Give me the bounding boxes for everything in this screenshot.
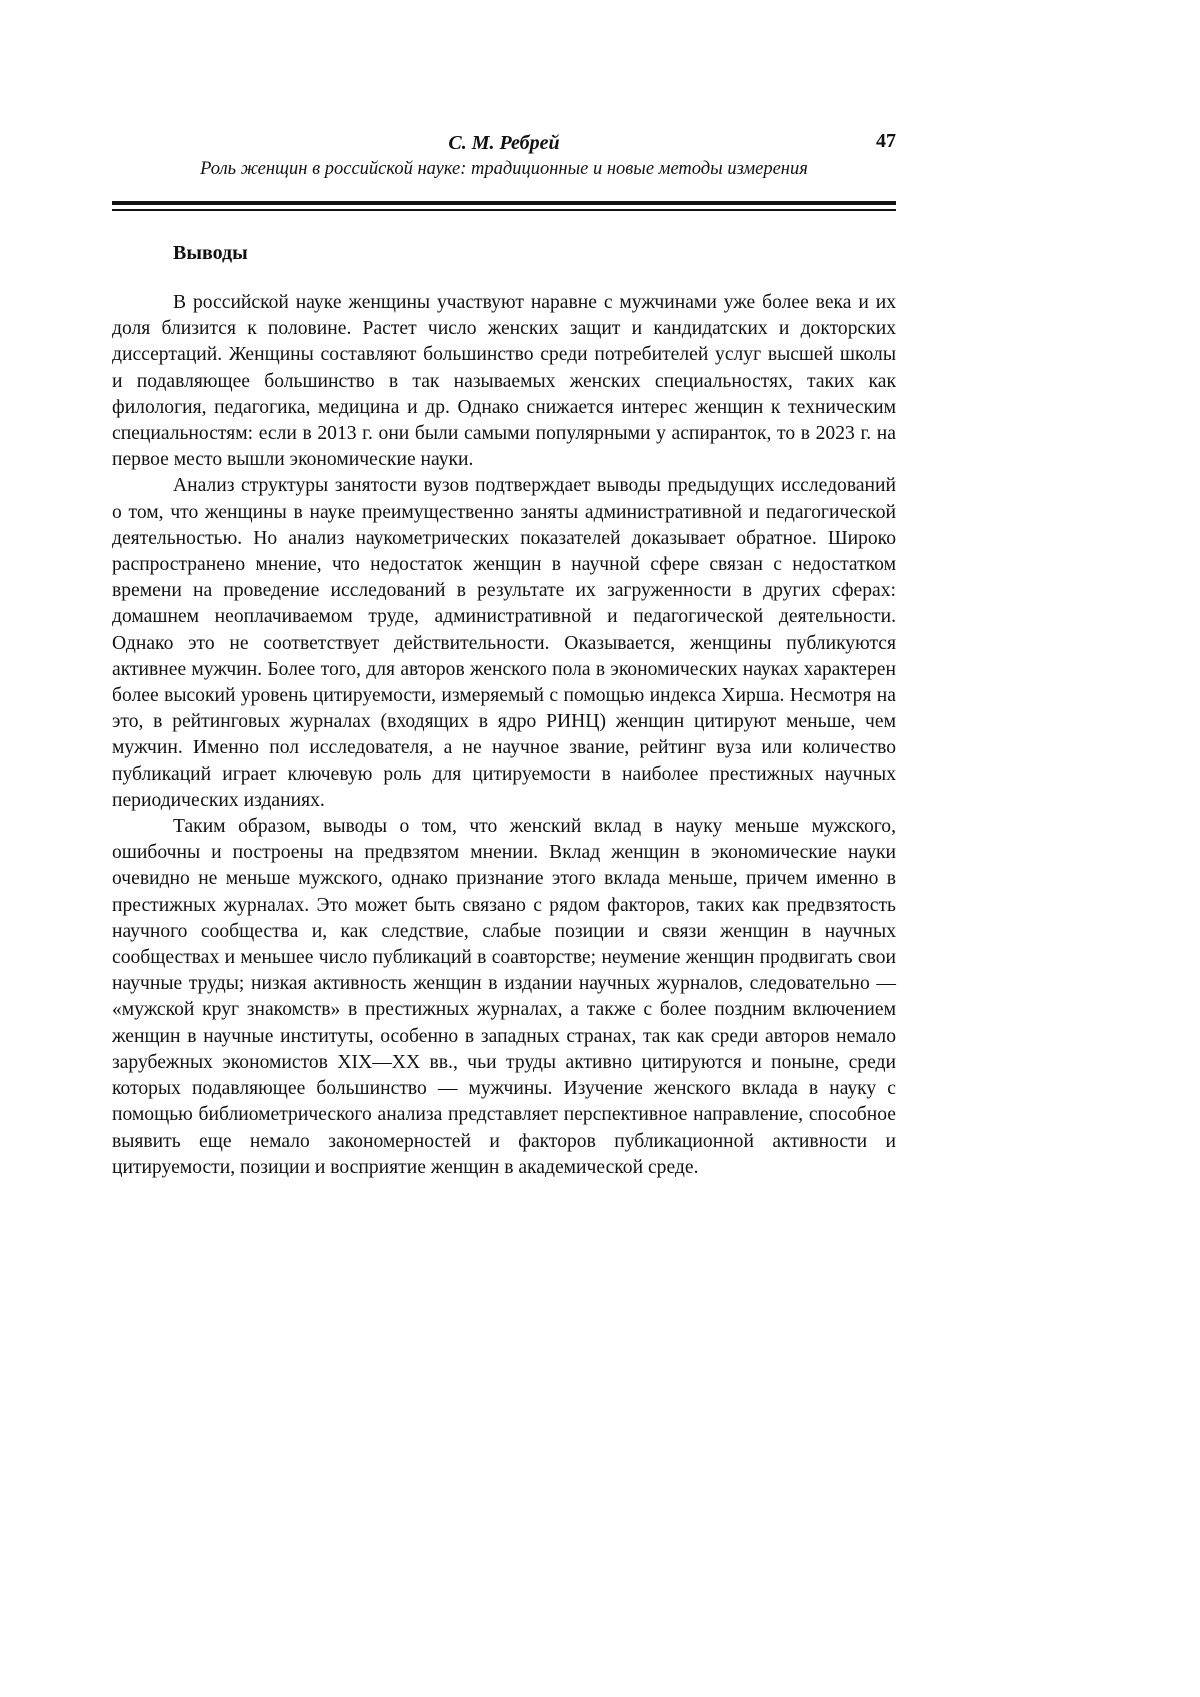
body-text (112, 290, 896, 1181)
running-head-author: С. М. Ребрей (448, 132, 560, 154)
header-rule-thin (112, 209, 896, 211)
paragraph-1: В российской науке женщины участвуют наравне с мужчинами уже более века и их доля близится к половине. Растет число женских защит и кандидатских и докторских диссертаций. Женщины составляют большинство среди потребителей услуг высшей школы и подавляющее большинство в так называемых женских специальностях, таких как филология, педагогика, медицина и др. Однако снижается интерес женщин к техническим специальностям: если в 2013 г. они были самыми популярными у аспиранток, то в 2023 г. на первое место вышли экономические науки. (112, 292, 896, 471)
running-head (112, 130, 896, 182)
section-heading: Выводы (173, 242, 248, 264)
header-rule-thick (112, 201, 896, 205)
page-number: 47 (876, 130, 896, 152)
running-head-article-title: Роль женщин в российской науке: традиционные и новые методы измерения (200, 159, 808, 179)
paragraph-2: Анализ структуры занятости вузов подтверждает выводы предыдущих исследований о том, что женщины в науке преимущественно заняты административной и педагогической деятельностью. Но анализ наукометрических показателей доказывает обратное. Широко распространено мнение, что недостаток женщин в научной сфере связан с недостатком времени на проведение исследований в результате их загруженности в других сферах: домашнем неоплачиваемом труде, административной и педагогической деятельности. Однако это не соответствует действительности. Оказывается, женщины публикуются активнее мужчин. Более того, для авторов женского пола в экономических науках характерен более высокий уровень цитируемости, измеряемый с помощью индекса Хирша. Несмотря на это, в рейтинговых журналах (входящих в ядро РИНЦ) женщин цитируют меньше, чем мужчин. Именно пол исследователя, а не научное звание, рейтинг вуза или количество публикаций играет ключевую роль для цитируемости в наиболее престижных научных периодических изданиях. (112, 475, 896, 811)
paragraph-3: Таким образом, выводы о том, что женский вклад в науку меньше мужского, ошибочны и построены на предвзятом мнении. Вклад женщин в экономические науки очевидно не меньше мужского, однако признание этого вклада меньше, причем именно в престижных журналах. Это может быть связано с рядом факторов, таких как предвзятость научного сообщества и, как следствие, слабые позиции и связи женщин в научных сообществах и меньшее число публикаций в соавторстве; неумение женщин продвигать свои научные труды; низкая активность женщин в издании научных журналов, следовательно — «мужской круг знакомств» в престижных журналах, а также с более поздним включением женщин в научные институты, особенно в западных странах, так как среди авторов немало зарубежных экономистов XIX—XX вв., чьи труды активно цитируются и поныне, среди которых подавляющее большинство — мужчины. Изучение женского вклада в науку с помощью библиометрического анализа представляет перспективное направление, способное выявить еще немало закономерностей и факторов публикационной активности и цитируемости, позиции и восприятие женщин в академической среде. (112, 816, 896, 1178)
